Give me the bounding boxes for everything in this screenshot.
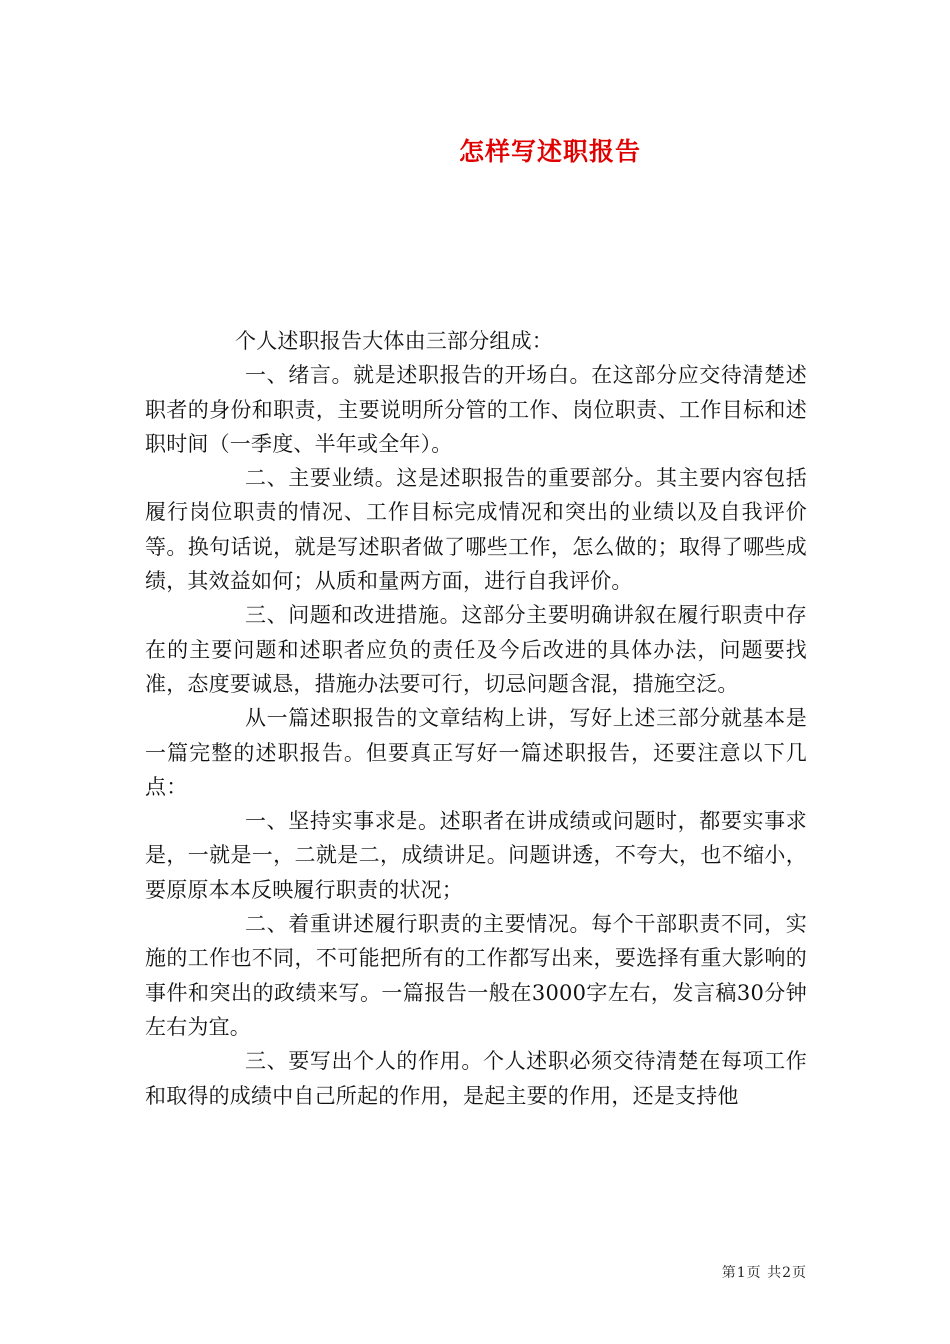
paragraph-point-1: 一、坚持实事求是。述职者在讲成绩或问题时，都要实事求是，一就是一，二就是二，成绩讲足。问题讲透，不夸大，也不缩小，要原原本本反映履行职责的状况； bbox=[145, 809, 807, 902]
paragraph-point-3: 三、要写出个人的作用。个人述职必须交待清楚在每项工作和取得的成绩中自己所起的作用，是起主要的作用，还是支持他 bbox=[145, 1049, 807, 1108]
page-number-footer: 第1页 共2页 bbox=[721, 1265, 807, 1281]
paragraph-point-2: 二、着重讲述履行职责的主要情况。每个干部职责不同，实施的工作也不同，不可能把所有的工作都写出来，要选择有重大影响的事件和突出的政绩来写。一篇报告一般在3000字左右，发言稿30分钟左右为宜。 bbox=[145, 912, 807, 1039]
paragraph-section-1: 一、绪言。就是述职报告的开场白。在这部分应交待清楚述职者的身份和职责，主要说明所分管的工作、岗位职责、工作目标和述职时间（一季度、半年或全年）。 bbox=[145, 363, 807, 456]
paragraph-section-2: 二、主要业绩。这是述职报告的重要部分。其主要内容包括履行岗位职责的情况、工作目标完成情况和突出的业绩以及自我评价等。换句话说，就是写述职者做了哪些工作，怎么做的；取得了哪些成绩，其效益如何；从质和量两方面，进行自我评价。 bbox=[145, 466, 807, 594]
document-title: 怎样写述职报告 bbox=[458, 137, 641, 166]
paragraph-section-3: 三、问题和改进措施。这部分主要明确讲叙在履行职责中存在的主要问题和述职者应负的责任及今后改进的具体办法，问题要找准，态度要诚恳，措施办法要可行，切忌问题含混，措施空泛。 bbox=[145, 603, 807, 696]
paragraph-transition: 从一篇述职报告的文章结构上讲，写好上述三部分就基本是一篇完整的述职报告。但要真正写好一篇述职报告，还要注意以下几点： bbox=[145, 706, 807, 799]
paragraph-intro: 个人述职报告大体由三部分组成： bbox=[235, 329, 553, 353]
document-body bbox=[145, 324, 807, 1113]
